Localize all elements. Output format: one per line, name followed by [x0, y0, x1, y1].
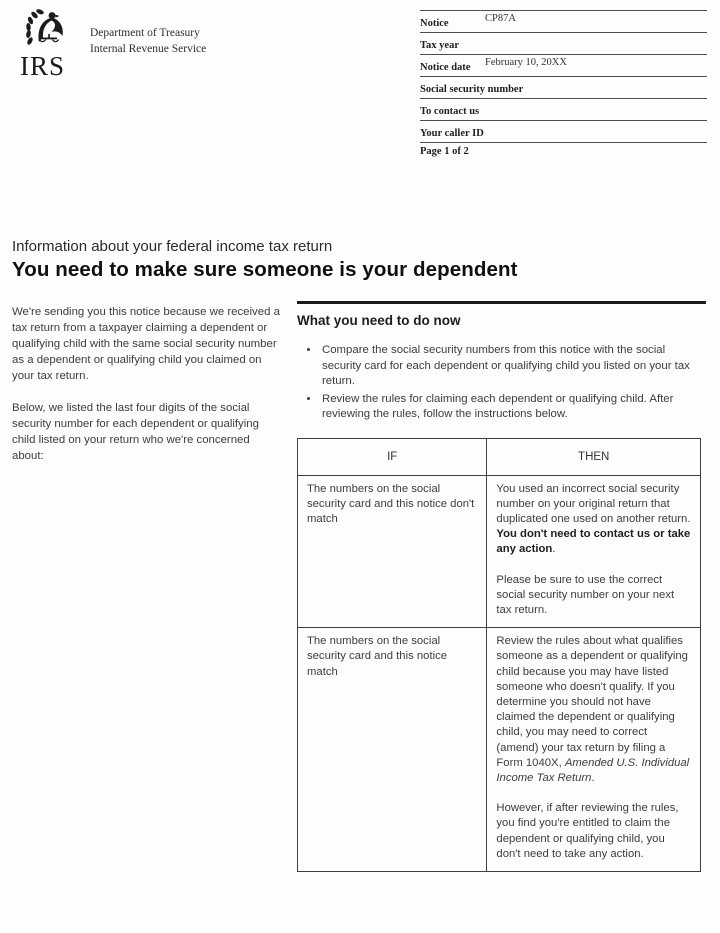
then-text-normal: Review the rules about what qualifies someone as a dependent or qualifying child because you may have listed someone who doesn't qualify. If you determine you should not have claimed the dependent or qualifying child, you may need to correct (amend) your tax return by filing a Form 1040X,	[496, 635, 688, 769]
then-text-tail: .	[552, 543, 556, 556]
irs-logo	[20, 8, 80, 80]
if-then-table	[297, 438, 701, 872]
info-label: Notice	[420, 18, 449, 29]
table-row-no-match	[298, 475, 701, 628]
intro-paragraph-2: Below, we listed the last four digits of the social security number for each dependent or qualifying child listed on your return who we're concerned about:	[12, 402, 259, 462]
info-row-tax-year	[420, 33, 707, 55]
table-row-match	[298, 628, 701, 872]
if-then-header-row	[298, 438, 701, 475]
if-cell-match	[298, 628, 487, 872]
info-label: Social security number	[420, 84, 524, 95]
page-indicator: Page 1 of 2	[420, 146, 469, 157]
agency-line-1: Department of Treasury	[90, 27, 200, 39]
action-bullet-list	[297, 343, 706, 423]
then-header-cell: THEN	[487, 438, 701, 475]
then-text-tail: .	[591, 771, 595, 784]
if-text: The numbers on the social security card and this notice match	[307, 635, 448, 678]
info-row-ssn	[420, 77, 707, 99]
info-label: Notice date	[420, 62, 471, 73]
agency-name	[90, 25, 206, 57]
info-row-notice	[420, 11, 707, 33]
then-paragraph-2: Please be sure to use the correct social security number on your next tax return.	[496, 573, 675, 616]
action-bullet-compare: • Compare the social security numbers from this notice with the social security card for each dependent or qualifying child you listed on your tax return.	[320, 343, 706, 390]
irs-eagle-icon	[22, 8, 68, 52]
title-block	[12, 238, 712, 282]
info-row-contact	[420, 99, 707, 121]
info-label: Tax year	[420, 40, 459, 51]
what-to-do-section	[297, 301, 706, 872]
info-row-notice-date	[420, 55, 707, 77]
section-divider	[297, 301, 706, 304]
then-cell-match	[487, 628, 701, 872]
then-paragraph-1	[496, 634, 691, 786]
info-value: February 10, 20XX	[485, 57, 567, 68]
if-header-cell: IF	[298, 438, 487, 475]
info-label: To contact us	[420, 106, 480, 117]
info-label: Your caller ID	[420, 128, 484, 139]
info-row-caller-id	[420, 121, 707, 143]
page-title: You need to make sure someone is your dependent	[12, 258, 518, 281]
irs-wordmark: IRS	[20, 51, 66, 81]
info-value: CP87A	[485, 13, 516, 24]
intro-column	[12, 304, 282, 464]
intro-paragraph-1: We're sending you this notice because we received a tax return from a taxpayer claiming a dependent or qualifying child with the same social security number as a dependent or qualifying child you claimed on your tax return.	[12, 306, 280, 382]
if-cell-no-match	[298, 475, 487, 628]
action-bullet-review: • Review the rules for claiming each dependent or qualifying child. After reviewing the rules, follow the instructions below.	[320, 392, 706, 423]
notice-info-table	[420, 10, 707, 157]
then-paragraph-2: However, if after reviewing the rules, you find you're entitled to claim the dependent or qualifying child, you don't need to take any action.	[496, 802, 679, 860]
then-cell-no-match	[487, 475, 701, 628]
then-text-bold: You don't need to contact us or take any action	[496, 528, 691, 556]
section-heading-what-to-do: What you need to do now	[297, 313, 461, 328]
then-text-italic: Amended U.S. Individual Income Tax Return	[496, 756, 690, 784]
then-text-normal: You used an incorrect social security number on your original return that duplicated one used on another return.	[496, 482, 691, 525]
then-paragraph-1	[496, 482, 691, 558]
agency-line-2: Internal Revenue Service	[90, 43, 207, 55]
title-kicker: Information about your federal income tax return	[12, 238, 333, 255]
if-text: The numbers on the social security card and this notice don't match	[307, 482, 475, 525]
